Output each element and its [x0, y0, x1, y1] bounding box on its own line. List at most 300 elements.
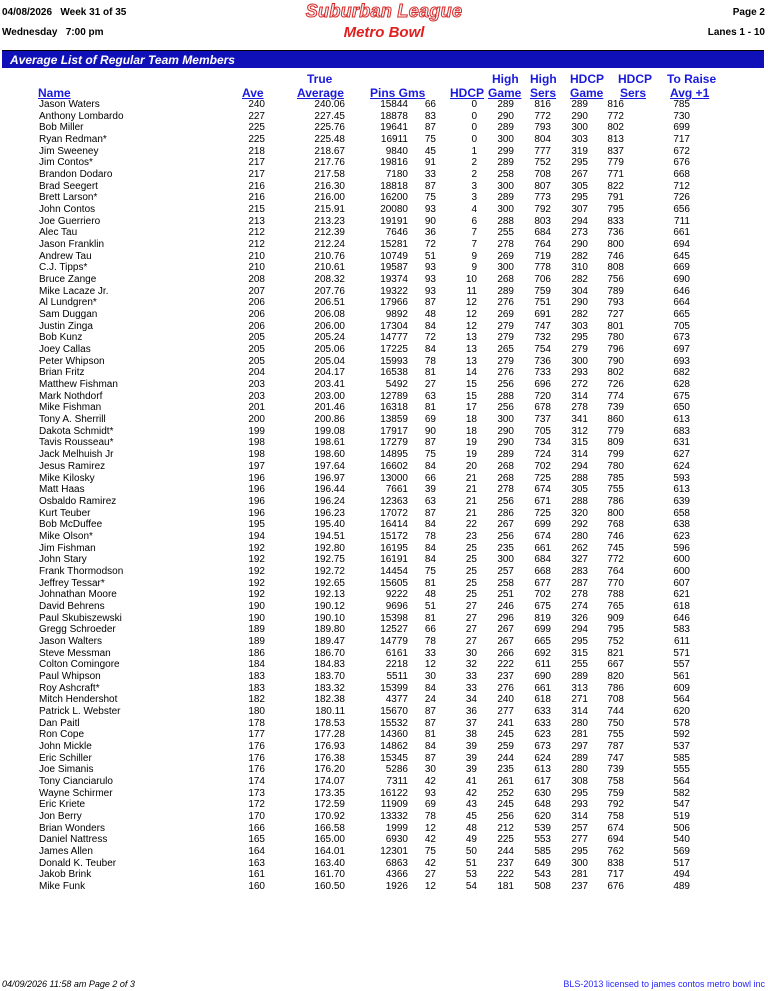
high-series: 618: [534, 694, 551, 706]
games: 48: [424, 589, 436, 601]
handicap: 19: [465, 437, 477, 449]
high-series: 630: [534, 787, 551, 799]
games: 84: [424, 682, 436, 694]
hdcp-game: 314: [571, 390, 588, 402]
handicap: 0: [471, 134, 477, 146]
row-gutter: [0, 402, 39, 414]
col-true-top: True: [307, 72, 333, 86]
high-game: 246: [497, 600, 514, 612]
hdcp-series: 727: [607, 309, 624, 321]
bowler-name: Gregg Schroeder: [39, 624, 116, 636]
to-raise: 672: [673, 145, 690, 157]
table-row: [0, 204, 690, 216]
average: 196: [248, 507, 265, 519]
total-pins: 14454: [380, 565, 408, 577]
row-gutter: [0, 613, 39, 625]
high-game: 300: [497, 134, 514, 146]
average: 195: [248, 519, 265, 531]
hdcp-game: 303: [571, 134, 588, 146]
total-pins: 6930: [385, 834, 408, 846]
high-game: 252: [497, 787, 514, 799]
high-game: 290: [497, 425, 514, 437]
report-date: 04/08/2026 Week 31 of 35: [2, 7, 127, 18]
to-raise: 611: [674, 635, 690, 647]
hdcp-series: 746: [607, 530, 624, 542]
high-series: 720: [534, 390, 551, 402]
hdcp-series: 765: [607, 600, 624, 612]
bowler-name: Al Lundgren*: [39, 297, 97, 309]
high-game: 290: [497, 437, 514, 449]
to-raise: 583: [673, 624, 690, 636]
total-pins: 16200: [380, 192, 408, 204]
true-average: 203.41: [314, 379, 345, 391]
handicap: 38: [465, 729, 477, 741]
col-high-sers: Sers: [530, 86, 557, 100]
hdcp-game: 300: [571, 857, 588, 869]
hdcp-series: 799: [607, 449, 624, 461]
to-raise: 540: [673, 834, 690, 846]
handicap: 7: [471, 239, 477, 251]
bowler-name: Joe Simanis: [39, 764, 94, 776]
total-pins: 13332: [380, 810, 408, 822]
hdcp-game: 292: [571, 519, 588, 531]
bowler-name: Alec Tau: [39, 227, 78, 239]
col-ave: Ave: [242, 86, 264, 100]
table-row: [0, 367, 690, 379]
hdcp-series: 786: [607, 495, 624, 507]
to-raise: 699: [673, 122, 690, 134]
average: 200: [248, 414, 265, 426]
high-game: 258: [497, 577, 514, 589]
bowler-name: Osbaldo Ramirez: [39, 495, 117, 507]
hdcp-series: 787: [607, 740, 624, 752]
true-average: 216.30: [314, 180, 345, 192]
high-game: 212: [497, 822, 514, 834]
games: 93: [424, 204, 436, 216]
average: 206: [248, 309, 265, 321]
col-hdcp-sers-top: HDCP: [618, 72, 653, 86]
high-series: 624: [534, 752, 551, 764]
page-number: Page 2: [732, 7, 765, 18]
handicap: 3: [471, 192, 477, 204]
row-gutter: [0, 834, 39, 846]
table-row: [0, 169, 690, 181]
true-average: 190.10: [314, 612, 345, 624]
games: 63: [424, 495, 436, 507]
table-row: [0, 648, 690, 660]
high-series: 508: [534, 881, 551, 893]
games: 51: [424, 600, 436, 612]
games: 87: [424, 717, 436, 729]
high-series: 777: [534, 145, 551, 157]
to-raise: 592: [673, 729, 690, 741]
average: 206: [248, 320, 265, 332]
hdcp-game: 290: [571, 239, 588, 251]
high-series: 699: [534, 519, 551, 531]
table-row: [0, 111, 690, 123]
high-series: 661: [534, 542, 551, 554]
high-game: 240: [497, 694, 514, 706]
handicap: 2: [471, 157, 477, 169]
to-raise: 669: [673, 262, 690, 274]
table-row: [0, 192, 690, 204]
high-series: 553: [534, 834, 551, 846]
total-pins: 16191: [380, 554, 408, 566]
row-gutter: [0, 671, 39, 683]
table-row: [0, 846, 690, 858]
true-average: 206.08: [314, 309, 345, 321]
high-game: 300: [497, 262, 514, 274]
total-pins: 11909: [380, 799, 408, 811]
bowler-name: Joey Callas: [39, 344, 91, 356]
table-row: [0, 881, 690, 893]
total-pins: 19641: [380, 122, 408, 134]
hdcp-series: 860: [607, 414, 624, 426]
total-pins: 15844: [380, 99, 408, 110]
games: 63: [424, 390, 436, 402]
section-title: Average List of Regular Team Members: [10, 53, 235, 67]
high-game: 289: [497, 157, 514, 169]
high-series: 671: [534, 495, 551, 507]
high-series: 737: [534, 414, 551, 426]
total-pins: 15281: [380, 239, 408, 251]
to-raise: 600: [673, 565, 690, 577]
true-average: 177.28: [314, 729, 345, 741]
true-average: 215.91: [314, 204, 345, 216]
row-gutter: [0, 788, 39, 800]
games: 78: [424, 530, 436, 542]
games: 75: [424, 192, 436, 204]
high-series: 649: [534, 857, 551, 869]
hdcp-game: 307: [571, 204, 588, 216]
true-average: 165.00: [314, 834, 345, 846]
hdcp-series: 800: [607, 239, 624, 251]
to-raise: 613: [673, 484, 690, 496]
true-average: 205.24: [314, 332, 345, 344]
bowler-name: Matt Haas: [39, 484, 85, 496]
row-gutter: [0, 624, 39, 636]
hdcp-series: 788: [607, 589, 624, 601]
total-pins: 15399: [380, 682, 408, 694]
true-average: 205.04: [314, 355, 345, 367]
table-row: [0, 484, 690, 496]
row-gutter: [0, 204, 39, 216]
lanes-range: Lanes 1 - 10: [707, 27, 765, 38]
total-pins: 15172: [380, 530, 408, 542]
average: 178: [248, 717, 265, 729]
bowler-name: Ryan Redman*: [39, 134, 107, 146]
bowler-name: Joe Guerriero: [39, 215, 101, 227]
total-pins: 19816: [380, 157, 408, 169]
games: 27: [424, 869, 436, 881]
games: 12: [424, 822, 436, 834]
hdcp-series: 822: [607, 180, 624, 192]
high-series: 747: [534, 320, 551, 332]
hdcp-series: 820: [607, 670, 624, 682]
to-raise: 628: [673, 379, 690, 391]
to-raise: 646: [673, 612, 690, 624]
handicap: 14: [465, 367, 477, 379]
row-gutter: [0, 309, 39, 321]
hdcp-series: 838: [607, 857, 624, 869]
table-row: [0, 741, 690, 753]
total-pins: 9222: [385, 589, 408, 601]
bowler-name: Mark Nothdorf: [39, 390, 103, 402]
row-gutter: [0, 169, 39, 181]
to-raise: 694: [673, 239, 690, 251]
total-pins: 15345: [380, 752, 408, 764]
row-gutter: [0, 99, 39, 111]
high-series: 543: [534, 869, 551, 881]
table-row: [0, 823, 690, 835]
table-row: [0, 566, 690, 578]
high-series: 752: [534, 157, 551, 169]
hdcp-series: 745: [607, 542, 624, 554]
handicap: 54: [465, 881, 477, 893]
average: 196: [248, 495, 265, 507]
average: 172: [248, 799, 265, 811]
total-pins: 1926: [385, 881, 408, 893]
row-gutter: [0, 764, 39, 776]
total-pins: 17304: [380, 320, 408, 332]
handicap: 33: [465, 670, 477, 682]
high-game: 278: [497, 239, 514, 251]
row-gutter: [0, 332, 39, 344]
bowler-name: Anthony Lombardo: [39, 110, 124, 122]
table-row: [0, 99, 690, 111]
games: 93: [424, 285, 436, 297]
high-game: 237: [497, 857, 514, 869]
hdcp-series: 785: [607, 472, 624, 484]
games: 75: [424, 846, 436, 857]
bowler-name: Bruce Zange: [39, 274, 97, 286]
hdcp-series: 800: [607, 507, 624, 519]
hdcp-series: 736: [607, 227, 624, 239]
to-raise: 726: [673, 192, 690, 204]
average: 192: [248, 542, 265, 554]
row-gutter: [0, 181, 39, 193]
hdcp-game: 305: [571, 484, 588, 496]
hdcp-series: 786: [607, 682, 624, 694]
hdcp-series: 750: [607, 717, 624, 729]
high-game: 269: [497, 250, 514, 262]
high-game: 279: [497, 332, 514, 344]
bowler-name: Colton Comingore: [39, 659, 120, 671]
hdcp-series: 821: [607, 647, 624, 659]
high-game: 245: [497, 799, 514, 811]
hdcp-game: 237: [571, 881, 588, 893]
hdcp-game: 289: [571, 752, 588, 764]
hdcp-game: 281: [571, 869, 588, 881]
to-raise: 627: [673, 449, 690, 461]
hdcp-game: 283: [571, 565, 588, 577]
high-series: 620: [534, 810, 551, 822]
high-series: 699: [534, 624, 551, 636]
to-raise: 623: [673, 530, 690, 542]
bowler-name: Patrick L. Webster: [39, 705, 121, 717]
table-row: [0, 694, 690, 706]
bowler-name: Jakob Brink: [39, 869, 92, 881]
games: 87: [424, 437, 436, 449]
true-average: 164.01: [314, 846, 345, 857]
row-gutter: [0, 531, 39, 543]
average: 192: [248, 554, 265, 566]
bowler-name: Paul Skubiszewski: [39, 612, 122, 624]
table-row: [0, 356, 690, 368]
hdcp-game: 304: [571, 285, 588, 297]
total-pins: 5286: [385, 764, 408, 776]
hdcp-game: 255: [571, 659, 588, 671]
to-raise: 596: [673, 542, 690, 554]
hdcp-game: 278: [571, 589, 588, 601]
true-average: 176.20: [314, 764, 345, 776]
high-series: 773: [534, 192, 551, 204]
average: 217: [248, 169, 265, 181]
average: 183: [248, 670, 265, 682]
hdcp-series: 717: [607, 869, 624, 881]
row-gutter: [0, 823, 39, 835]
high-game: 268: [497, 472, 514, 484]
total-pins: 17225: [380, 344, 408, 356]
high-game: 288: [497, 215, 514, 227]
total-pins: 12789: [380, 390, 408, 402]
bowler-name: Jon Berry: [39, 810, 82, 822]
games: 33: [424, 647, 436, 659]
total-pins: 9696: [385, 600, 408, 612]
table-row: [0, 309, 690, 321]
table-row: [0, 437, 690, 449]
hdcp-series: 780: [607, 460, 624, 472]
table-row: [0, 157, 690, 169]
to-raise: 547: [673, 799, 690, 811]
table-row: [0, 426, 690, 438]
row-gutter: [0, 286, 39, 298]
bowler-name: Roy Ashcraft*: [39, 682, 100, 694]
hdcp-game: 293: [571, 799, 588, 811]
session-time: Wednesday 7:00 pm: [2, 27, 104, 38]
high-game: 288: [497, 390, 514, 402]
games: 81: [424, 367, 436, 379]
average: 198: [248, 449, 265, 461]
table-row: [0, 414, 690, 426]
row-gutter: [0, 496, 39, 508]
average: 227: [248, 110, 265, 122]
row-gutter: [0, 157, 39, 169]
handicap: 49: [465, 834, 477, 846]
table-row: [0, 344, 690, 356]
bowler-name: Daniel Nattress: [39, 834, 108, 846]
high-game: 276: [497, 367, 514, 379]
bowler-name: Steve Messman: [39, 647, 111, 659]
true-average: 194.51: [314, 530, 345, 542]
to-raise: 607: [673, 577, 690, 589]
to-raise: 506: [673, 822, 690, 834]
row-gutter: [0, 776, 39, 788]
high-series: 617: [534, 775, 551, 787]
hdcp-game: 294: [571, 624, 588, 636]
handicap: 19: [465, 449, 477, 461]
to-raise: 620: [673, 705, 690, 717]
games: 81: [424, 402, 436, 414]
average: 196: [248, 484, 265, 496]
bowler-name: Brian Fritz: [39, 367, 85, 379]
table-row: [0, 134, 690, 146]
hdcp-series: 816: [607, 99, 624, 110]
games: 84: [424, 740, 436, 752]
bowler-name: Jason Franklin: [39, 239, 105, 251]
hdcp-game: 305: [571, 180, 588, 192]
average: 216: [248, 180, 265, 192]
average: 198: [248, 437, 265, 449]
true-average: 186.70: [314, 647, 345, 659]
high-series: 684: [534, 554, 551, 566]
high-series: 719: [534, 250, 551, 262]
to-raise: 621: [673, 589, 690, 601]
to-raise: 658: [673, 507, 690, 519]
hdcp-game: 308: [571, 775, 588, 787]
row-gutter: [0, 869, 39, 881]
handicap: 18: [465, 425, 477, 437]
handicap: 39: [465, 740, 477, 752]
hdcp-game: 290: [571, 297, 588, 309]
average: 197: [248, 460, 265, 472]
to-raise: 638: [673, 519, 690, 531]
average: 192: [248, 589, 265, 601]
hdcp-game: 314: [571, 810, 588, 822]
hdcp-series: 758: [607, 775, 624, 787]
hdcp-series: 756: [607, 274, 624, 286]
table-row: [0, 251, 690, 263]
row-gutter: [0, 753, 39, 765]
total-pins: 12363: [380, 495, 408, 507]
row-gutter: [0, 601, 39, 613]
row-gutter: [0, 146, 39, 158]
row-gutter: [0, 426, 39, 438]
bowler-name: Mike Olson*: [39, 530, 93, 542]
high-game: 267: [497, 519, 514, 531]
to-raise: 561: [673, 670, 690, 682]
handicap: 51: [465, 857, 477, 869]
handicap: 39: [465, 764, 477, 776]
average: 190: [248, 600, 265, 612]
row-gutter: [0, 858, 39, 870]
row-gutter: [0, 659, 39, 671]
high-game: 296: [497, 612, 514, 624]
games: 78: [424, 635, 436, 647]
high-game: 300: [497, 204, 514, 216]
total-pins: 16318: [380, 402, 408, 414]
total-pins: 17966: [380, 297, 408, 309]
to-raise: 609: [673, 682, 690, 694]
average: 215: [248, 204, 265, 216]
total-pins: 15670: [380, 705, 408, 717]
handicap: 34: [465, 694, 477, 706]
true-average: 192.65: [314, 577, 345, 589]
hdcp-series: 808: [607, 262, 624, 274]
to-raise: 555: [673, 764, 690, 776]
true-average: 163.40: [314, 857, 345, 869]
hdcp-series: 764: [607, 565, 624, 577]
high-series: 725: [534, 507, 551, 519]
total-pins: 15605: [380, 577, 408, 589]
average: 182: [248, 694, 265, 706]
total-pins: 7180: [385, 169, 408, 181]
games: 81: [424, 577, 436, 589]
total-pins: 14862: [380, 740, 408, 752]
games: 84: [424, 519, 436, 531]
games: 39: [424, 484, 436, 496]
high-game: 276: [497, 297, 514, 309]
